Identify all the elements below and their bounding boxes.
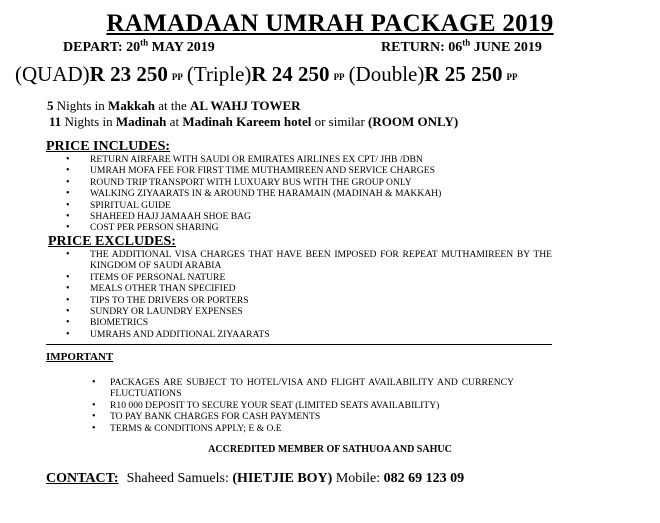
contact-label: CONTACT:	[46, 471, 119, 486]
price-type: (Triple)	[186, 62, 252, 86]
return-date-text: RETURN: 06	[381, 40, 463, 55]
travel-dates	[63, 37, 543, 56]
list-item: • TO PAY BANK CHARGES FOR CASH PAYMENTS	[92, 411, 514, 422]
list-item: • UMRAH MOFA FEE FOR FIRST TIME MUTHAMIREEN AND SERVICE CHARGES	[66, 165, 546, 176]
includes-heading: PRICE INCLUDES:	[46, 139, 171, 154]
price-type: (Double)	[348, 62, 425, 86]
price-pp: PP	[506, 72, 518, 82]
list-item: • ROUND TRIP TRANSPORT WITH LUXUARY BUS WITH THE GROUP ONLY	[66, 177, 546, 188]
price-line	[15, 62, 522, 87]
list-item: • COST PER PERSON SHARING	[66, 222, 546, 233]
list-item: • SUNDRY OR LAUNDRY EXPENSES	[66, 306, 552, 317]
depart-date	[63, 37, 215, 55]
contact-mobile: 082 69 123 09	[383, 471, 465, 486]
return-date	[381, 37, 542, 56]
list-item: • SPIRITUAL GUIDE	[66, 200, 546, 211]
depart-date-sup: th	[140, 37, 149, 48]
list-item: • UMRAHS AND ADDITIONAL ZIYAARATS	[66, 329, 552, 340]
section-divider	[46, 344, 552, 345]
stay-text: at	[166, 114, 183, 129]
price-triple	[187, 62, 349, 86]
nights-count: 5	[47, 98, 54, 113]
includes-list	[66, 154, 546, 234]
stay-city: Madinah	[115, 114, 167, 129]
price-double	[349, 62, 522, 86]
list-item: • MEALS OTHER THAN SPECIFIED	[66, 283, 552, 294]
price-amount: R 23 250	[89, 62, 168, 86]
stay-hotel: AL WAHJ TOWER	[190, 98, 301, 113]
stay-text: Nights in	[53, 98, 109, 113]
list-item: • ITEMS OF PERSONAL NATURE	[66, 272, 552, 283]
accreditation-line: ACCREDITED MEMBER OF SATHUOA AND SAHUC	[208, 444, 452, 455]
return-date-sup: th	[462, 37, 471, 48]
stay-text: or similar	[311, 114, 369, 129]
return-date-month: JUNE 2019	[470, 40, 542, 55]
stay-hotel: Madinah Kareem hotel	[182, 114, 312, 129]
list-item: • R10 000 DEPOSIT TO SECURE YOUR SEAT (LIMITED SEATS AVAILABILITY)	[92, 400, 514, 411]
important-heading: IMPORTANT	[46, 351, 114, 363]
contact-name: Shaheed Samuels:	[126, 471, 233, 486]
list-item: • PACKAGES ARE SUBJECT TO HOTEL/VISA AND FLIGHT AVAILABILITY AND CURRENCY FLUCTUATIONS	[92, 377, 514, 400]
contact-line	[46, 471, 464, 487]
price-amount: R 25 250	[424, 62, 503, 86]
list-item: • TERMS & CONDITIONS APPLY; E & O.E	[92, 423, 514, 434]
excludes-heading: PRICE EXCLUDES:	[48, 234, 176, 249]
list-item: • WALKING ZIYAARATS IN & AROUND THE HARAMAIN (MADINAH & MAKKAH)	[66, 188, 546, 199]
price-amount: R 24 250	[251, 62, 330, 86]
contact-mobile-label: Mobile:	[332, 471, 384, 486]
depart-date-month: MAY 2019	[148, 40, 215, 55]
price-pp: PP	[171, 72, 183, 82]
list-item: • BIOMETRICS	[66, 317, 552, 328]
price-quad	[15, 62, 187, 86]
depart-date-text: DEPART: 20	[63, 40, 141, 55]
important-list	[92, 377, 514, 434]
stay-text: Nights in	[61, 114, 116, 129]
stay-text: at the	[155, 98, 191, 113]
stay-madinah	[49, 114, 458, 130]
stay-note: (ROOM ONLY)	[368, 114, 459, 129]
price-type: (QUAD)	[15, 62, 90, 86]
stay-makkah	[47, 98, 301, 114]
list-item: • SHAHEED HAJJ JAMAAH SHOE BAG	[66, 211, 546, 222]
excludes-list	[66, 249, 552, 340]
price-pp: PP	[333, 72, 345, 82]
list-item: • THE ADDITIONAL VISA CHARGES THAT HAVE BEEN IMPOSED FOR REPEAT MUTHAMIREEN BY THE KINGDOM OF SAUDI ARABIA	[66, 249, 552, 272]
list-item: • TIPS TO THE DRIVERS OR PORTERS	[66, 295, 552, 306]
list-item: • RETURN AIRFARE WITH SAUDI OR EMIRATES AIRLINES EX CPT/ JHB /DBN	[66, 154, 546, 165]
stay-city: Makkah	[108, 98, 156, 113]
page-title: RAMADAAN UMRAH PACKAGE 2019	[106, 10, 554, 37]
nights-count: 11	[49, 114, 62, 129]
contact-nickname: (HIETJIE BOY)	[232, 471, 333, 486]
